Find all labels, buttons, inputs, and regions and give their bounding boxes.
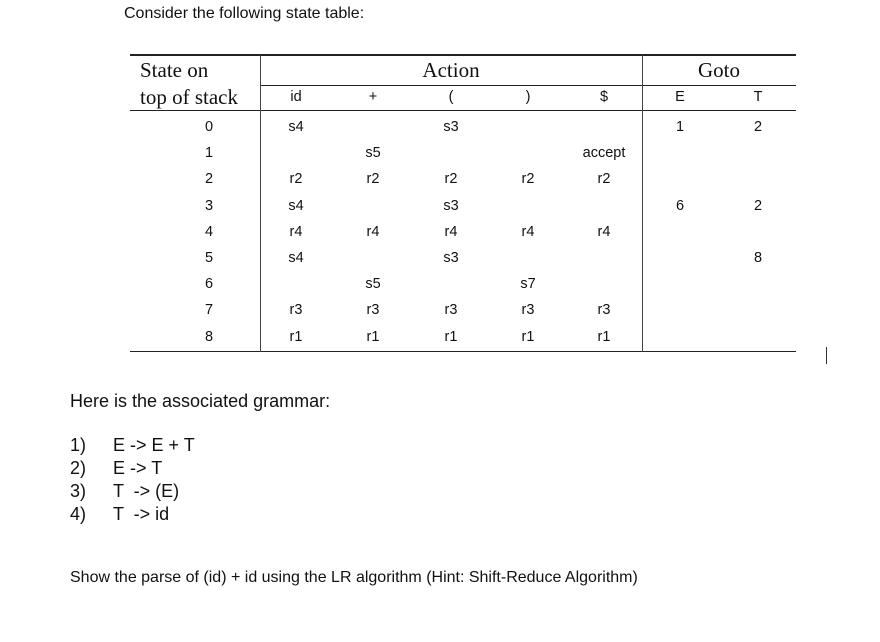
action-cell: r4	[597, 223, 611, 240]
action-cell: s3	[443, 119, 459, 135]
task-text: Show the parse of (id) + id using the LR algorithm (Hint: Shift-Reduce Algorithm)	[70, 569, 638, 586]
state-header-line1: State on	[140, 58, 209, 82]
goto-header: Goto	[698, 58, 740, 82]
action-cell: r2	[521, 171, 535, 188]
action-cell: r4	[444, 223, 458, 240]
state-cell: 8	[204, 328, 214, 345]
action-cell: r2	[444, 171, 458, 188]
goto-cell: 2	[753, 119, 763, 135]
action-cell: r4	[289, 223, 303, 240]
action-cell: s5	[365, 145, 381, 162]
action-col-header: +	[368, 89, 378, 105]
goto-cell: 8	[753, 250, 763, 266]
rule-number: 2)	[69, 458, 86, 478]
rule-production: T -> (E)	[113, 481, 180, 501]
action-cell: r1	[521, 328, 535, 345]
state-cell: 1	[204, 145, 214, 162]
grammar-title: Here is the associated grammar:	[70, 391, 331, 411]
action-cell: r3	[289, 302, 303, 319]
action-cell: s3	[443, 250, 459, 266]
rule-number: 1)	[69, 435, 86, 455]
goto-column-divider	[642, 55, 643, 352]
action-cell: s4	[288, 250, 304, 266]
action-cell: r3	[597, 302, 611, 319]
action-cell: r3	[444, 302, 458, 319]
action-cell: r1	[597, 328, 611, 345]
state-cell: 4	[204, 223, 214, 240]
action-cell: r2	[597, 171, 611, 188]
action-col-header: $	[599, 89, 609, 105]
text-cursor	[826, 347, 827, 364]
goto-cell: 1	[675, 119, 685, 135]
intro-text: Consider the following state table:	[124, 5, 365, 22]
action-cell: r4	[521, 223, 535, 240]
action-cell: r1	[289, 328, 303, 345]
goto-col-header: E	[675, 89, 685, 105]
action-cell: r2	[366, 171, 380, 188]
action-cell: r1	[366, 328, 380, 345]
rule-number: 3)	[69, 481, 86, 501]
state-cell: 2	[204, 171, 214, 188]
state-cell: 7	[204, 302, 214, 319]
action-col-header: )	[525, 89, 531, 105]
action-header: Action	[422, 58, 480, 82]
header-bottom-rule	[130, 110, 796, 111]
state-cell: 6	[204, 276, 214, 293]
rule-production: E -> E + T	[113, 435, 195, 455]
action-cell: s5	[365, 276, 381, 293]
table-top-rule	[130, 54, 796, 56]
state-cell: 5	[204, 250, 214, 266]
action-cell: r3	[366, 302, 380, 319]
rule-production: E -> T	[113, 458, 163, 478]
action-cell: accept	[582, 145, 626, 162]
goto-cell: 6	[675, 197, 685, 214]
action-col-header: (	[448, 89, 454, 105]
rule-number: 4)	[69, 504, 86, 524]
table-bottom-rule	[130, 351, 796, 352]
state-cell: 3	[204, 197, 214, 214]
header-mid-rule	[261, 85, 796, 86]
goto-cell: 2	[753, 197, 763, 214]
action-cell: r4	[366, 223, 380, 240]
state-cell: 0	[204, 119, 214, 135]
action-cell: r3	[521, 302, 535, 319]
action-col-header: id	[290, 89, 302, 105]
action-cell: s4	[288, 197, 304, 214]
goto-col-header: T	[753, 89, 763, 105]
action-cell: s7	[520, 276, 536, 293]
state-header-line2: top of stack	[140, 85, 238, 109]
action-cell: s3	[443, 197, 459, 214]
rule-production: T -> id	[113, 504, 170, 524]
action-cell: r1	[444, 328, 458, 345]
action-cell: r2	[289, 171, 303, 188]
action-cell: s4	[288, 119, 304, 135]
